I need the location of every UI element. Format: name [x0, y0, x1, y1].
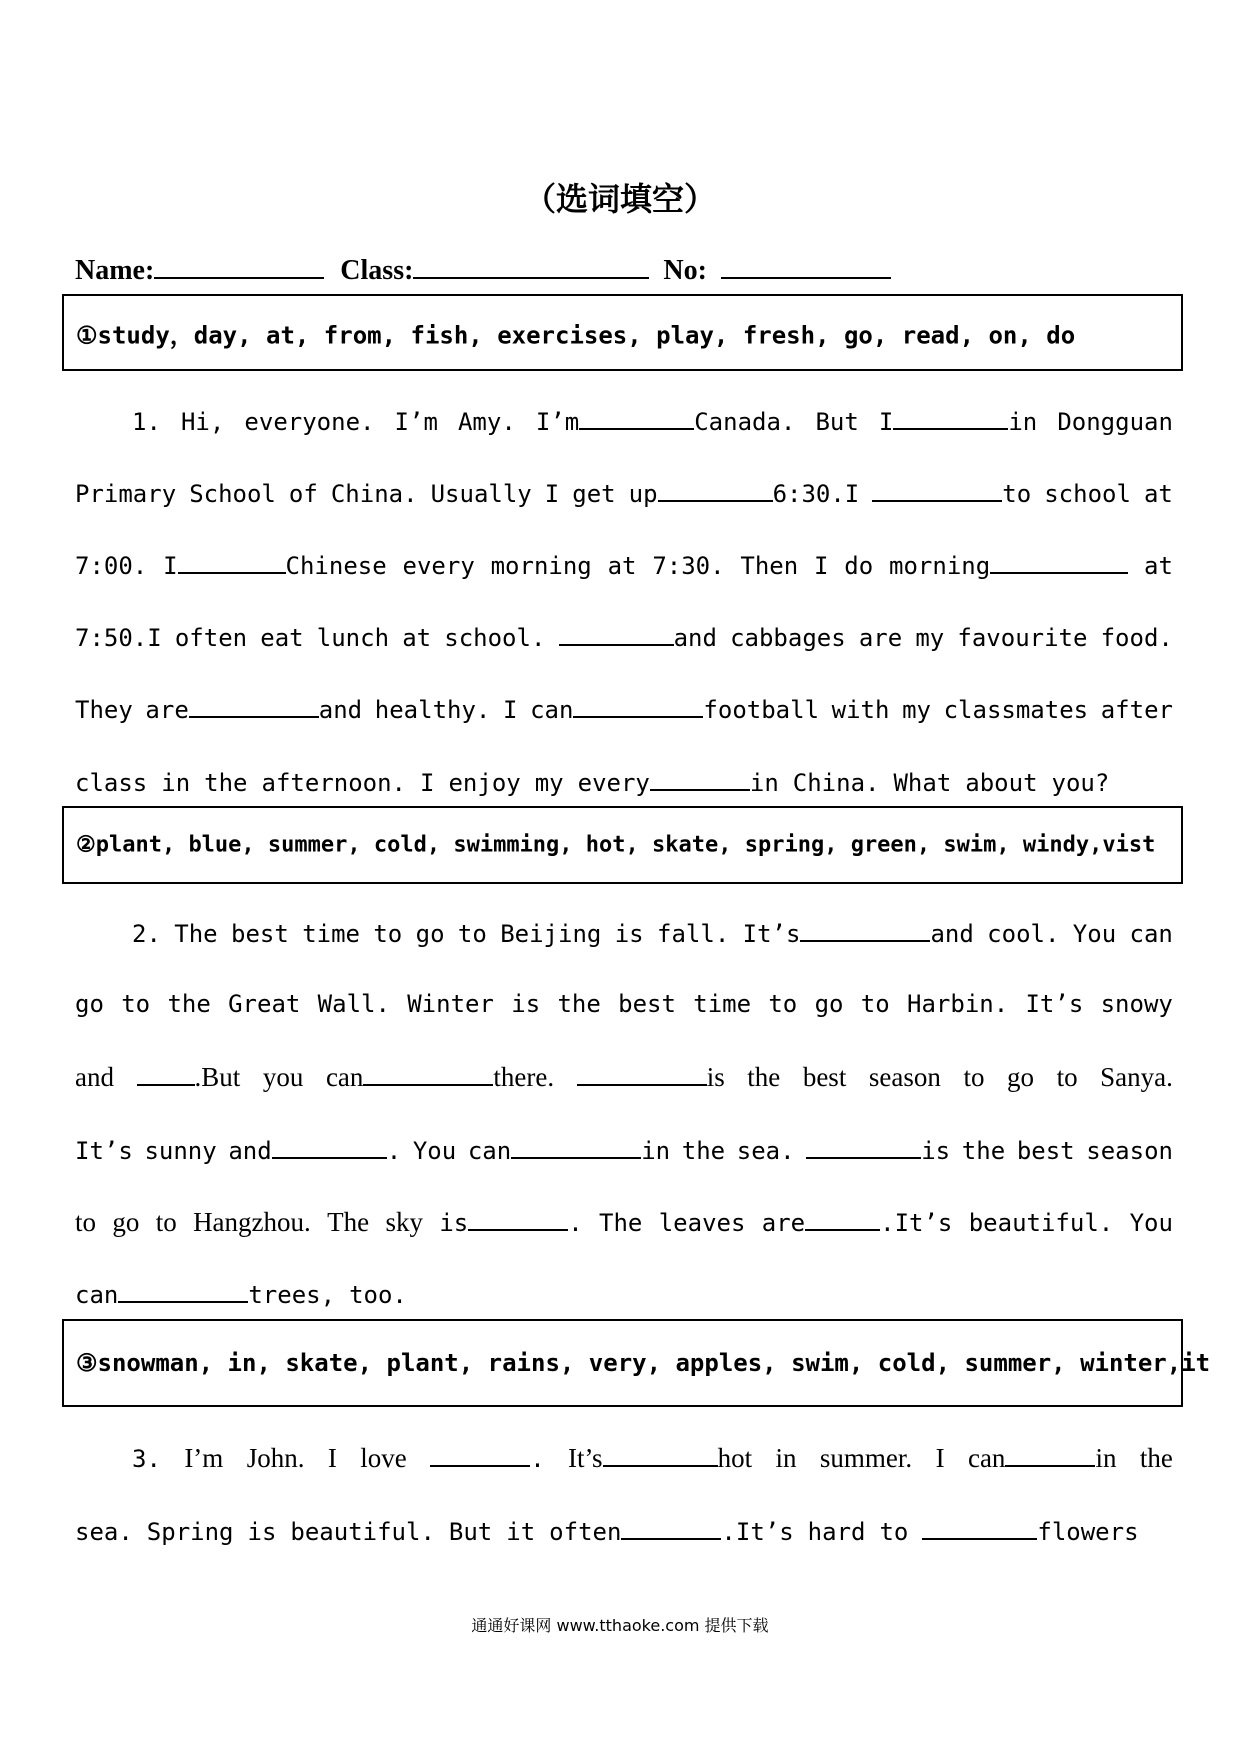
answer-blank[interactable] [650, 767, 750, 791]
passage2-line3: and .But you can there. is the best season to go to Sanya. [75, 1062, 1173, 1092]
answer-blank[interactable] [806, 1135, 921, 1159]
passage1-line4: 7:50.I often eat lunch at school. and cabbages are my favourite food. [75, 624, 1173, 652]
answer-blank[interactable] [430, 1443, 530, 1467]
passage2-line6: can trees, too. [75, 1281, 407, 1309]
class-blank[interactable] [413, 253, 649, 279]
passage2-line5: to go to Hangzhou. The sky is . The leaves are .It’s beautiful. You [75, 1207, 1173, 1237]
word-bank-box-2 [62, 806, 1183, 884]
passage1-line3: 7:00. I Chinese every morning at 7:30. Then I do morning at [75, 552, 1173, 580]
answer-blank[interactable] [658, 478, 773, 502]
passage3-line2: sea. Spring is beautiful. But it often .It’s hard to flowers [75, 1518, 1139, 1546]
name-label: Name: [75, 255, 155, 286]
answer-blank[interactable] [805, 1207, 880, 1231]
answer-blank[interactable] [577, 1062, 707, 1086]
passage2-line2: go to the Great Wall. Winter is the best time to go to Harbin. It’s snowy [75, 990, 1173, 1018]
number-label: No: [663, 255, 707, 286]
answer-blank[interactable] [511, 1135, 641, 1159]
passage1-line2: Primary School of China. Usually I get up 6:30.I to school at [75, 480, 1173, 508]
answer-blank[interactable] [893, 406, 1008, 430]
answer-blank[interactable] [189, 694, 319, 718]
answer-blank[interactable] [118, 1279, 248, 1303]
passage3-line1: 3. I’m John. I love . It’s hot in summer. I can in the [132, 1443, 1173, 1473]
passage2-line4: It’s sunny and . You can in the sea. is the best season [75, 1137, 1173, 1165]
word-bank-2: ②plant, blue, summer, cold, swimming, hot, skate, spring, green, swim, windy,vist [76, 832, 1156, 858]
answer-blank[interactable] [137, 1062, 195, 1086]
number-blank[interactable] [721, 253, 891, 279]
passage1-line5: They are and healthy. I can football with my classmates after [75, 696, 1173, 724]
answer-blank[interactable] [603, 1443, 718, 1467]
answer-blank[interactable] [573, 694, 703, 718]
answer-blank[interactable] [990, 550, 1128, 574]
word-bank-3: ③snowman, in, skate, plant, rains, very, apples, swim, cold, summer, winter,it [76, 1349, 1211, 1377]
class-label: Class: [340, 255, 414, 286]
answer-blank[interactable] [178, 550, 286, 574]
worksheet-title: （选词填空） [523, 180, 716, 218]
answer-blank[interactable] [1005, 1443, 1095, 1467]
name-blank[interactable] [154, 253, 324, 279]
word-bank-1: ①study，day, at, from, fish, exercises, play, fresh, go, read, on, do [76, 321, 1076, 349]
answer-blank[interactable] [621, 1516, 721, 1540]
answer-blank[interactable] [800, 918, 930, 942]
answer-blank[interactable] [579, 406, 694, 430]
passage1-line6: class in the afternoon. I enjoy my every in China. What about you? [75, 769, 1110, 797]
word-bank-box-1 [62, 294, 1183, 371]
passage1-line1: 1. Hi, everyone. I’m Amy. I’m Canada. But I in Dongguan [132, 408, 1173, 436]
answer-blank[interactable] [872, 478, 1002, 502]
answer-blank[interactable] [272, 1135, 387, 1159]
word-bank-box-3 [62, 1319, 1211, 1407]
answer-blank[interactable] [559, 622, 674, 646]
answer-blank[interactable] [922, 1516, 1037, 1540]
answer-blank[interactable] [468, 1207, 568, 1231]
page-footer: 通通好课网 www.tthaoke.com 提供下载 [471, 1616, 769, 1635]
student-info-row [75, 253, 891, 287]
answer-blank[interactable] [363, 1062, 493, 1086]
passage2-line1: 2. The best time to go to Beijing is fall. It’s and cool. You can [132, 920, 1173, 948]
